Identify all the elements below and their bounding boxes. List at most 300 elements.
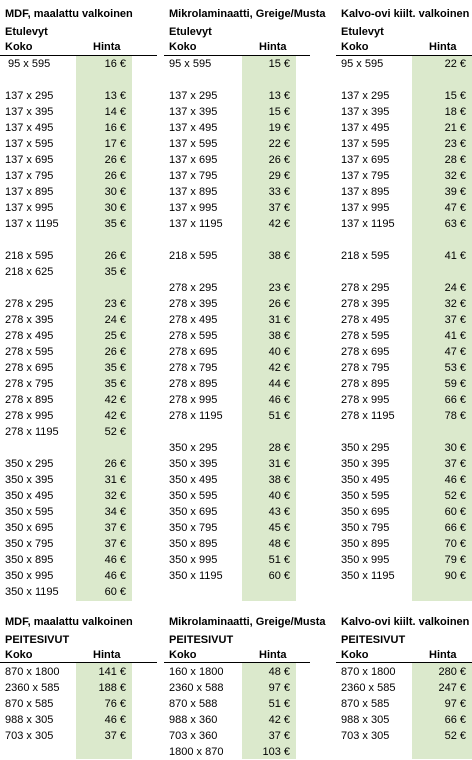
price-cell: 35 € [104,266,126,278]
size-cell: 350 x 995 [169,554,218,566]
price-cell: 141 € [98,666,126,678]
table-row [0,488,157,504]
price-cell: 23 € [104,298,126,310]
table-row [164,184,310,200]
price-cell: 46 € [104,554,126,566]
table-row [336,168,472,184]
size-cell: 350 x 795 [169,522,218,534]
table-row [164,56,310,72]
price-cell: 37 € [444,458,466,470]
size-cell: 350 x 595 [341,490,390,502]
table-row [0,504,157,520]
table-row [336,120,472,136]
section-subtitle: PEITESIVUT [341,634,406,646]
size-cell: 350 x 795 [5,538,54,550]
table-row [0,168,157,184]
table-row [336,440,472,456]
size-cell: 278 x 1195 [341,410,395,422]
price-cell: 28 € [444,154,466,166]
price-cell: 26 € [104,458,126,470]
section-title: Kalvo-ovi kiilt. valkoinen [341,8,470,20]
size-cell: 278 x 595 [5,346,54,358]
price-cell: 26 € [268,298,290,310]
price-cell: 40 € [268,490,290,502]
table-row [336,296,472,312]
size-cell: 350 x 495 [5,490,54,502]
size-cell: 278 x 795 [341,362,390,374]
size-cell: 278 x 895 [169,378,218,390]
table-row [336,712,472,728]
table-row [164,504,310,520]
price-cell: 39 € [444,186,466,198]
size-cell: 137 x 1195 [5,218,59,230]
table-row [0,328,157,344]
price-cell: 33 € [268,186,290,198]
price-cell: 63 € [444,218,466,230]
size-cell: 278 x 595 [169,330,218,342]
size-cell: 350 x 695 [341,506,390,518]
table-row [0,344,157,360]
price-cell: 31 € [268,314,290,326]
table-row [0,136,157,152]
price-cell: 42 € [104,394,126,406]
table-row [164,664,310,680]
column-header [0,40,157,54]
price-cell: 70 € [444,538,466,550]
size-cell: 278 x 395 [169,298,218,310]
table-row [164,472,310,488]
price-cell: 42 € [268,714,290,726]
price-cell: 38 € [268,474,290,486]
section-title: MDF, maalattu valkoinen [5,616,133,628]
table-row [0,312,157,328]
size-cell: 870 x 1800 [341,666,396,678]
price-cell: 52 € [444,730,466,742]
size-cell: 350 x 1195 [341,570,395,582]
size-cell: 278 x 495 [341,314,390,326]
price-cell: 14 € [104,106,126,118]
column-header [164,40,310,54]
price-cell: 29 € [268,170,290,182]
size-cell: 95 x 595 [341,58,384,70]
header-koko: Koko [169,41,197,53]
price-cell: 60 € [104,586,126,598]
size-cell: 703 x 360 [169,730,218,742]
size-cell: 278 x 495 [5,330,54,342]
price-cell: 44 € [268,378,290,390]
table-row [164,408,310,424]
price-cell: 32 € [444,298,466,310]
table-row [336,568,472,584]
table-row [164,696,310,712]
table-row [336,152,472,168]
size-cell: 278 x 395 [5,314,54,326]
size-cell: 278 x 495 [169,314,218,326]
price-cell: 60 € [444,506,466,518]
table-row [164,744,310,760]
size-cell: 350 x 995 [5,570,54,582]
table-row [164,152,310,168]
table-row [0,696,157,712]
size-cell: 137 x 595 [5,138,54,150]
table-row [0,216,157,232]
table-row [336,376,472,392]
header-hinta: Hinta [93,649,121,661]
section-title: MDF, maalattu valkoinen [5,8,133,20]
column-kalvo-ovi [336,0,472,759]
table-row [0,152,157,168]
price-cell: 23 € [268,282,290,294]
size-cell: 278 x 795 [5,378,54,390]
price-cell: 15 € [268,58,290,70]
price-cell: 22 € [444,58,466,70]
size-cell: 1800 x 870 [169,746,224,758]
size-cell: 137 x 1195 [169,218,223,230]
price-cell: 66 € [444,522,466,534]
table-row [0,88,157,104]
size-cell: 95 x 595 [169,58,212,70]
size-cell: 218 x 595 [169,250,218,262]
header-koko: Koko [169,649,197,661]
size-cell: 350 x 395 [341,458,390,470]
size-cell: 988 x 360 [169,714,218,726]
price-cell: 247 € [438,682,466,694]
table-row [164,168,310,184]
section-title: Mikrolaminaatti, Greige/Musta [169,616,326,628]
price-cell: 26 € [104,250,126,262]
size-cell: 95 x 595 [8,58,51,70]
price-cell: 34 € [104,506,126,518]
header-hinta: Hinta [259,41,287,53]
price-cell: 46 € [444,474,466,486]
price-cell: 25 € [104,330,126,342]
table-row [0,712,157,728]
table-row [0,472,157,488]
price-cell: 51 € [268,698,290,710]
table-row [0,184,157,200]
header-koko: Koko [5,649,33,661]
section-subtitle: Etulevyt [341,26,384,38]
size-cell: 350 x 895 [341,538,390,550]
size-cell: 278 x 695 [5,362,54,374]
table-row [0,296,157,312]
table-row [164,248,310,264]
table-row [336,504,472,520]
size-cell: 137 x 995 [341,202,390,214]
price-cell: 103 € [262,746,290,758]
price-cell: 13 € [268,90,290,102]
section-subtitle: Etulevyt [5,26,48,38]
size-cell: 988 x 305 [5,714,54,726]
price-cell: 28 € [268,442,290,454]
price-cell: 15 € [268,106,290,118]
table-row [336,200,472,216]
size-cell: 870 x 585 [341,698,390,710]
size-cell: 137 x 1195 [341,218,395,230]
size-cell: 137 x 995 [5,202,54,214]
header-hinta: Hinta [429,649,457,661]
size-cell: 350 x 395 [169,458,218,470]
size-cell: 350 x 895 [5,554,54,566]
size-cell: 350 x 495 [169,474,218,486]
size-cell: 870 x 1800 [5,666,60,678]
price-cell: 35 € [104,362,126,374]
size-cell: 137 x 495 [341,122,390,134]
price-cell: 24 € [444,282,466,294]
header-koko: Koko [5,41,33,53]
size-cell: 137 x 795 [341,170,390,182]
table-row [0,728,157,744]
table-row [164,296,310,312]
table-row [0,424,157,440]
price-cell: 23 € [444,138,466,150]
column-mdf [0,0,157,759]
table-row [0,520,157,536]
table-row [0,536,157,552]
size-cell: 350 x 595 [169,490,218,502]
header-koko: Koko [341,649,369,661]
price-cell: 48 € [268,538,290,550]
price-cell: 37 € [104,522,126,534]
price-cell: 52 € [104,426,126,438]
table-row [336,56,472,72]
table-row [0,120,157,136]
table-row [336,472,472,488]
table-row [336,312,472,328]
size-cell: 218 x 595 [341,250,390,262]
header-hinta: Hinta [259,649,287,661]
size-cell: 278 x 295 [5,298,54,310]
table-row [336,88,472,104]
size-cell: 988 x 305 [341,714,390,726]
price-cell: 31 € [104,474,126,486]
table-row [336,664,472,680]
table-row [0,200,157,216]
size-cell: 870 x 588 [169,698,218,710]
price-cell: 17 € [104,138,126,150]
column-mikrolaminaatti [164,0,326,759]
table-row [0,392,157,408]
size-cell: 137 x 695 [5,154,54,166]
table-row [0,264,157,280]
price-cell: 53 € [444,362,466,374]
price-cell: 42 € [104,410,126,422]
table-row [336,456,472,472]
table-row [0,56,157,72]
size-cell: 350 x 295 [169,442,218,454]
column-header [164,648,310,662]
table-row [336,344,472,360]
price-cell: 47 € [444,346,466,358]
table-row [336,408,472,424]
size-cell: 870 x 585 [5,698,54,710]
table-row [164,328,310,344]
size-cell: 2360 x 585 [341,682,396,694]
size-cell: 278 x 995 [5,410,54,422]
size-cell: 137 x 395 [341,106,390,118]
price-cell: 43 € [268,506,290,518]
table-row [164,712,310,728]
price-cell: 59 € [444,378,466,390]
column-header [336,40,472,54]
table-row [164,280,310,296]
size-cell: 137 x 295 [341,90,390,102]
size-cell: 137 x 595 [169,138,218,150]
section-subtitle: PEITESIVUT [5,634,70,646]
size-cell: 137 x 895 [341,186,390,198]
size-cell: 278 x 895 [5,394,54,406]
size-cell: 2360 x 585 [5,682,60,694]
price-cell: 48 € [268,666,290,678]
price-cell: 51 € [268,410,290,422]
price-cell: 37 € [104,730,126,742]
price-cell: 30 € [104,186,126,198]
section-title: Kalvo-ovi kiilt. valkoinen [341,616,470,628]
table-row [336,280,472,296]
table-row [164,728,310,744]
size-cell: 137 x 695 [341,154,390,166]
table-row [164,568,310,584]
section-title: Mikrolaminaatti, Greige/Musta [169,8,326,20]
table-row [0,360,157,376]
table-row [336,552,472,568]
price-cell: 15 € [444,90,466,102]
size-cell: 137 x 295 [169,90,218,102]
size-cell: 137 x 995 [169,202,218,214]
size-cell: 218 x 625 [5,266,54,278]
header-divider [164,662,310,663]
size-cell: 137 x 795 [169,170,218,182]
section-subtitle: Etulevyt [169,26,212,38]
price-cell: 45 € [268,522,290,534]
price-cell: 52 € [444,490,466,502]
table-row [164,552,310,568]
size-cell: 137 x 695 [169,154,218,166]
size-cell: 703 x 305 [5,730,54,742]
price-cell: 26 € [104,170,126,182]
price-cell: 22 € [268,138,290,150]
table-row [336,216,472,232]
table-row [0,456,157,472]
size-cell: 278 x 1195 [5,426,59,438]
table-row [336,520,472,536]
price-cell: 42 € [268,362,290,374]
size-cell: 350 x 695 [5,522,54,534]
header-divider [336,662,472,663]
table-row [336,392,472,408]
table-row [336,184,472,200]
size-cell: 350 x 1195 [169,570,223,582]
price-cell: 37 € [268,202,290,214]
size-cell: 160 x 1800 [169,666,224,678]
price-cell: 13 € [104,90,126,102]
table-row [336,488,472,504]
table-row [336,248,472,264]
table-row [336,728,472,744]
size-cell: 137 x 395 [5,106,54,118]
size-cell: 278 x 995 [169,394,218,406]
price-cell: 60 € [268,570,290,582]
price-cell: 41 € [444,250,466,262]
price-cell: 280 € [438,666,466,678]
size-cell: 278 x 795 [169,362,218,374]
table-row [164,456,310,472]
header-hinta: Hinta [93,41,121,53]
price-cell: 16 € [104,122,126,134]
table-row [336,136,472,152]
price-cell: 46 € [104,570,126,582]
table-row [164,392,310,408]
table-row [164,376,310,392]
price-cell: 24 € [104,314,126,326]
table-row [0,664,157,680]
table-row [336,104,472,120]
price-cell: 26 € [104,154,126,166]
price-cell: 35 € [104,218,126,230]
table-row [336,536,472,552]
table-row [0,408,157,424]
size-cell: 218 x 595 [5,250,54,262]
table-row [164,520,310,536]
price-cell: 37 € [444,314,466,326]
table-row [164,440,310,456]
table-row [336,328,472,344]
price-cell: 31 € [268,458,290,470]
table-row [164,536,310,552]
table-row [164,488,310,504]
size-cell: 278 x 995 [341,394,390,406]
size-cell: 278 x 295 [169,282,218,294]
header-divider [0,662,157,663]
price-cell: 26 € [104,346,126,358]
size-cell: 137 x 795 [5,170,54,182]
size-cell: 350 x 895 [169,538,218,550]
table-row [0,584,157,600]
size-cell: 137 x 395 [169,106,218,118]
price-cell: 18 € [444,106,466,118]
table-row [336,680,472,696]
price-cell: 46 € [104,714,126,726]
size-cell: 137 x 595 [341,138,390,150]
table-row [164,680,310,696]
price-cell: 47 € [444,202,466,214]
table-row [0,680,157,696]
price-cell: 76 € [104,698,126,710]
size-cell: 278 x 695 [341,346,390,358]
size-cell: 278 x 895 [341,378,390,390]
size-cell: 350 x 295 [5,458,54,470]
header-hinta: Hinta [429,41,457,53]
table-row [164,312,310,328]
size-cell: 137 x 495 [5,122,54,134]
table-row [164,344,310,360]
table-row [164,136,310,152]
price-cell: 30 € [104,202,126,214]
section-subtitle: PEITESIVUT [169,634,234,646]
size-cell: 350 x 1195 [5,586,59,598]
price-cell: 37 € [268,730,290,742]
price-cell: 38 € [268,330,290,342]
price-cell: 66 € [444,714,466,726]
table-row [0,552,157,568]
size-cell: 278 x 295 [341,282,390,294]
column-header [0,648,157,662]
table-row [0,568,157,584]
table-row [164,120,310,136]
table-row [336,360,472,376]
price-cell: 35 € [104,378,126,390]
size-cell: 350 x 595 [5,506,54,518]
